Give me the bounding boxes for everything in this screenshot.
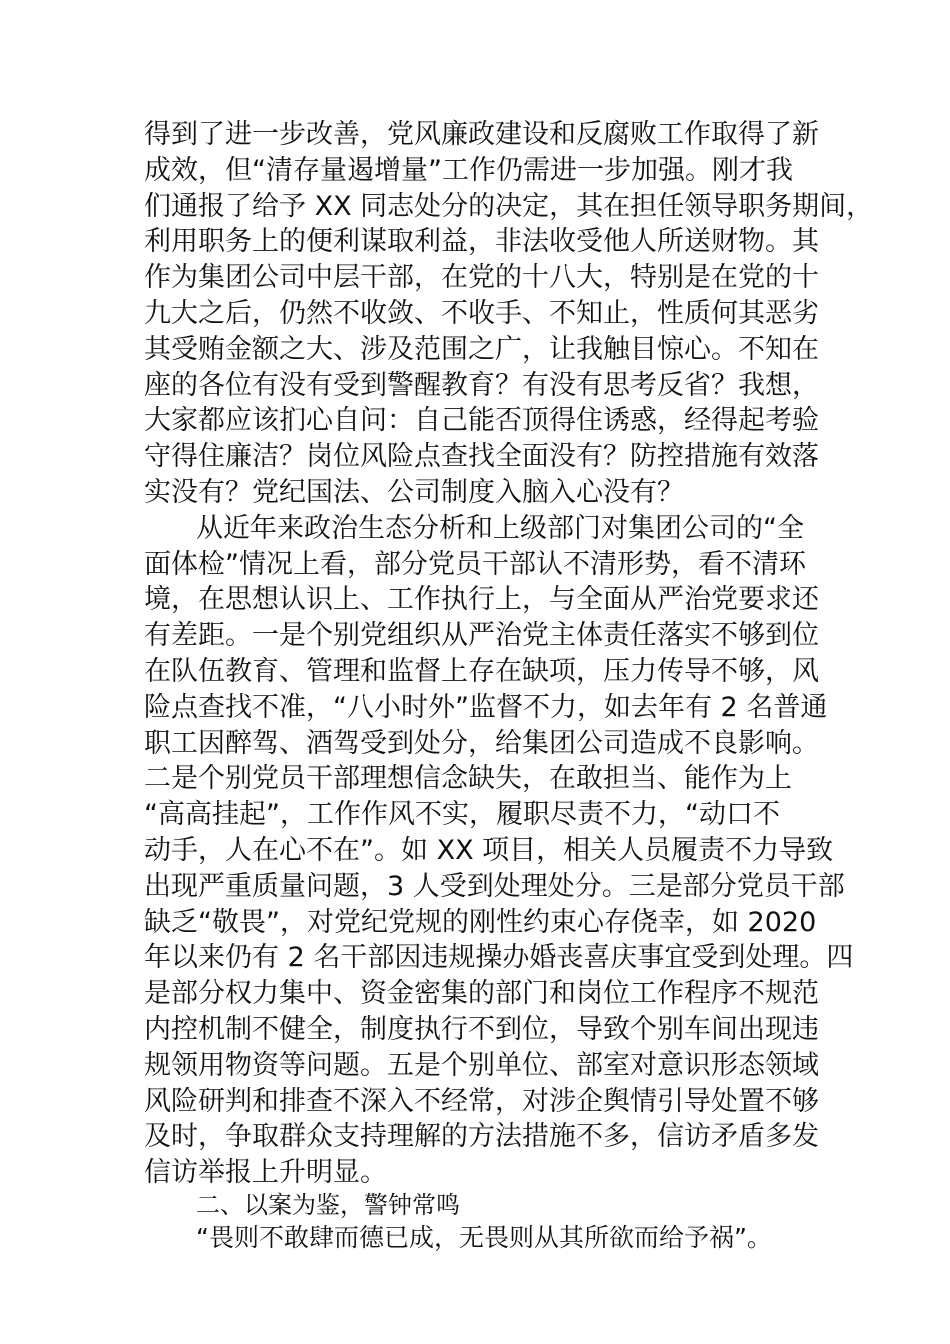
text-line: 守得住廉洁？岗位风险点查找全面没有？防控措施有效落 (144, 441, 819, 473)
text-line: 在队伍教育、管理和监督上存在缺项，压力传导不够，风 (144, 655, 819, 687)
text-line: 信访举报上升明显。 (144, 1157, 387, 1189)
text-line: 实没有？党纪国法、公司制度入脑入心没有？ (144, 476, 684, 508)
text-line: 其受贿金额之大、涉及范围之广，让我触目惊心。不知在 (144, 333, 819, 365)
text-line: 二是个别党员干部理想信念缺失，在敢担当、能作为上 (144, 763, 792, 795)
paragraph-first-line: 从近年来政治生态分析和上级部门对集团公司的“全 (196, 512, 804, 544)
text-line: 出现严重质量问题，3 人受到处理处分。三是部分党员干部 (144, 870, 845, 902)
text-line: 动手，人在心不在”。如 XX 项目，相关人员履责不力导致 (144, 834, 834, 866)
text-line: 职工因醉驾、酒驾受到处分，给集团公司造成不良影响。 (144, 727, 819, 759)
text-line: 年以来仍有 2 名干部因违规操办婚丧喜庆事宜受到处理。四 (144, 942, 854, 974)
text-line: 是部分权力集中、资金密集的部门和岗位工作程序不规范 (144, 978, 819, 1010)
text-line: 缺乏“敬畏”，对党纪党规的刚性约束心存侥幸，如 2020 (144, 906, 817, 938)
text-line: 有差距。一是个别党组织从严治党主体责任落实不够到位 (144, 620, 819, 652)
text-line: 面体检”情况上看，部分党员干部认不清形势，看不清环 (144, 548, 806, 580)
text-line: 规领用物资等问题。五是个别单位、部室对意识形态领域 (144, 1049, 819, 1081)
text-line: 座的各位有没有受到警醒教育？有没有思考反省？我想， (144, 369, 819, 401)
text-line: 作为集团公司中层干部，在党的十八大，特别是在党的十 (144, 262, 819, 294)
text-line: 内控机制不健全，制度执行不到位，导致个别车间出现违 (144, 1013, 819, 1045)
text-line: 境，在思想认识上、工作执行上，与全面从严治党要求还 (144, 584, 819, 616)
text-line: 大家都应该扪心自问：自己能否顶得住诱惑，经得起考验 (144, 405, 819, 437)
text-line: 风险研判和排查不深入不经常，对涉企舆情引导处置不够 (144, 1085, 819, 1117)
section-heading: 二、以案为鉴，警钟常鸣 (196, 1190, 460, 1219)
text-line: 得到了进一步改善，党风廉政建设和反腐败工作取得了新 (144, 119, 819, 150)
text-line: 险点查找不准，“八小时外”监督不力，如去年有 2 名普通 (144, 691, 828, 723)
document-body (144, 117, 874, 1256)
text-line: 及时，争取群众支持理解的方法措施不多，信访矛盾多发 (144, 1121, 819, 1153)
text-line: 们通报了给予 XX 同志处分的决定，其在担任领导职务期间， (144, 190, 874, 222)
text-line: 成效，但“清存量遏增量”工作仍需进一步加强。刚才我 (144, 154, 793, 186)
quote-line: “畏则不敢肆而德已成，无畏则从其所欲而给予祸”。 (196, 1222, 772, 1252)
text-line: 利用职务上的便利谋取利益，非法收受他人所送财物。其 (144, 226, 819, 258)
text-line: 九大之后，仍然不收敛、不收手、不知止，性质何其恶劣 (144, 297, 819, 329)
text-line: “高高挂起”，工作作风不实，履职尽责不力，“动口不 (144, 799, 780, 831)
